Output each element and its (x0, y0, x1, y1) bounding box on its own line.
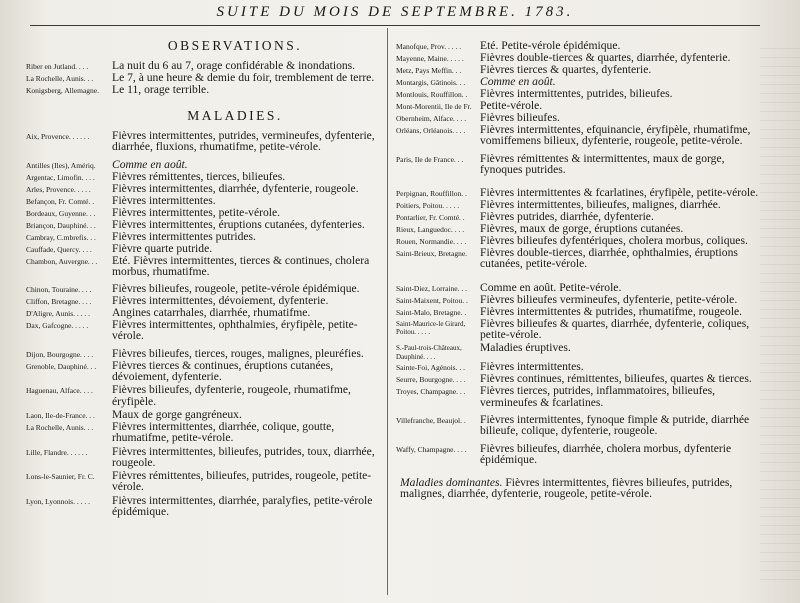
header-title: SUITE DU MOIS DE SEPTEMBRE. 1783. (216, 4, 574, 20)
entry-text: Angines catarrhales, diarrhée, rhumatifme. (112, 306, 311, 320)
maladie-entry (396, 88, 768, 100)
maladie-entry (396, 414, 768, 437)
maladie-entry (26, 243, 384, 255)
maladie-entry (26, 446, 384, 469)
entry-text: Fièvres rémittentes, tierces, bilieufes. (112, 169, 286, 183)
entry-place: Obernheim, Alface. . . . (396, 114, 467, 123)
entry-place: Villefranche, Beaujol. . (396, 415, 466, 425)
entry-text: Fièvres intermittentes, fynoque fimple & putride, diarrhée bilieufe, colique, dyfenterie, rougeole. (480, 412, 750, 438)
entry-text: Fièvres double-tierces, diarrhée, ophthalmies, éruptions cutanées, petite-vérole. (480, 246, 738, 271)
entry-text: Maladies éruptives. (480, 341, 571, 355)
entry-text: Fièvres intermittentes putrides. (112, 229, 256, 243)
entry-text: Comme en août. Petite-vérole. (480, 280, 622, 294)
entry-place: Seurre, Bourgogne. . . . (396, 375, 466, 385)
entry-place: Dax, Gafcogne. . . . . (26, 321, 89, 331)
maladie-entry (26, 231, 384, 243)
dominant-text: Fièvres intermittentes, fièvres bilieufes, putrides, malignes, diarrhée, dyfenterie, rougeole, petite-vérole. (400, 476, 733, 501)
entry-text: Fièvres bilieufes, tierces, rouges, malignes, pleuréfies. (112, 346, 364, 360)
maladie-entry (26, 319, 384, 342)
entry-place: Arles, Provence. . . . . (26, 184, 91, 194)
maladie-entry (26, 348, 384, 360)
entry-text: Fièvres intermittentes. (480, 360, 584, 374)
entry-place: Pontarlier, Fr. Comté. . (396, 213, 465, 223)
entry-place: Montlouis, Rouffillon. . (396, 90, 468, 99)
entry-place: Sainte-Foi, Agénois. . . (396, 363, 465, 373)
entry-place: Argentac, Limofin. . . . (26, 172, 95, 182)
entry-place: Befançon, Fr. Comté. . (26, 196, 95, 206)
entry-text: Fièvres bilieufes & quartes, diarrhée, dyfenterie, coliques, petite-vérole. (480, 316, 750, 342)
entry-place: Perpignan, Rouffillon. . (396, 189, 467, 199)
entry-text: Fièvres intermittentes, putrides, vermineufes, dyfenterie, diarrhée, fluxions, rhumatifme, petite-vérole. (112, 129, 375, 154)
entry-text: Fièvres intermittentes, bilieufes, malignes, diarrhée. (480, 198, 721, 212)
entry-text: Fièvres, maux de gorge, éruptions cutanées. (480, 222, 684, 236)
entry-text: La nuit du 6 au 7, orage confidérable & inondations. (112, 59, 356, 72)
entry-place: Briançon, Dauphiné. . . (26, 220, 96, 230)
entry-text: Fièvres continues, rémittentes, bilieufes, quartes & tierces. (480, 372, 752, 386)
entry-text: Fièvres intermittentes, petite-vérole. (112, 205, 281, 219)
entry-place: Poitiers, Poitou. . . . . (396, 201, 460, 211)
entry-place: Manofque, Prov. . . . . (396, 42, 462, 51)
entry-text: Fièvres intermittentes, efquinancie, éryfipèle, rhumatifme, vomiffemens bilieux, dyfenterie, rougeole, petite-vérole. (480, 123, 751, 148)
entry-place: Saint-Maurice-le Girard, Poitou. . . . . (396, 319, 466, 337)
entry-place: Lille, Flandre. . . . . . (26, 447, 88, 457)
entry-place: Mayenne, Maine. . . . . (396, 54, 464, 63)
entry-place: Laon, Ile-de-France. . . (26, 410, 95, 420)
entry-text: Eté. Petite-vérole épidémique. (480, 39, 621, 52)
maladie-entry (396, 306, 768, 318)
entry-text: Fièvres bilieufes, dyfenterie, rougeole, rhumatifme, éryfipèle. (112, 383, 351, 408)
maladie-entry (26, 495, 384, 518)
entry-place: Bordeaux, Guyenne. . . (26, 208, 96, 218)
entry-place: La Rochelle, Aunis. . . (26, 422, 94, 432)
entry-place: Chinon, Touraine. . . . (26, 285, 92, 295)
maladie-entry (26, 470, 384, 493)
page-header (30, 4, 760, 26)
entry-place: Riber en Jutland. . . . (26, 62, 89, 71)
maladie-entry (396, 318, 768, 341)
entry-place: Saint-Diez, Lorraine. . . (396, 283, 468, 293)
entry-text: Eté. Fièvres intermittentes, tierces & continues, cholera morbus, rhumatifme. (112, 253, 370, 278)
entry-place: Montargis, Gâtinois. . . (396, 78, 466, 87)
maladie-entry (26, 130, 384, 153)
maladie-entry (26, 360, 384, 383)
entry-text: Fièvres tierces & continues, éruptions cutanées, dévoiement, dyfenterie. (112, 358, 334, 384)
entry-place: Lons-le-Saunier, Fr. C. (26, 472, 95, 482)
maladie-entry (396, 294, 768, 306)
entry-text: Fièvres rémittentes, bilieufes, putrides, rougeole, petite-vérole. (112, 469, 372, 494)
entry-text: Fièvres intermittentes, diarrhée, colique, goutte, rhumatifme, petite-vérole. (112, 419, 335, 445)
entry-place: Waffy, Champagne. . . . (396, 444, 467, 454)
entry-place: Cliffon, Bretagne. . . . (26, 297, 92, 307)
observations-title: OBSERVATIONS. (167, 38, 303, 53)
right-column (396, 40, 768, 500)
entry-text: Fièvres bilieufes. (480, 111, 560, 124)
observation-entry (26, 84, 384, 96)
entry-place: Grenoble, Dauphiné. . . (26, 361, 97, 371)
entry-text: Fièvres bilieufes, rougeole, petite-vérole épidémique. (112, 282, 360, 296)
entry-place: Cauffade, Quercy. . . . (26, 244, 92, 254)
entry-text: Fièvres rémittentes & intermittentes, maux de gorge, fynoques putrides. (480, 151, 725, 176)
entry-text: Fièvres intermittentes, diarrhée, dyfenterie, rougeole. (112, 181, 359, 195)
entry-place: Rieux, Languedoc. . . . (396, 225, 465, 235)
maladie-entry (396, 64, 768, 76)
entry-text: Fièvre quarte putride. (112, 241, 213, 255)
entry-text: Fièvres intermittentes, dévoiement, dyfenterie. (112, 294, 329, 308)
entry-place: Chambon, Auvergne. . . (26, 256, 98, 266)
maladie-entry (26, 207, 384, 219)
entry-text: Fièvres intermittentes, ophthalmies, éryfipèle, petite-vérole. (112, 318, 358, 343)
entry-place: La Rochelle, Aunis. . . (26, 74, 94, 83)
entry-place: Cambray, C.mbrefis. . . (26, 232, 96, 242)
entry-text: Fièvres double-tierces & quartes, diarrhée, dyfenterie. (480, 51, 731, 64)
entry-place: Antilles (Iles), Amériq. (26, 160, 96, 170)
entry-place: Aix, Provence. . . . . . (26, 132, 90, 141)
entry-place: Metz, Pays Meffin. . . (396, 66, 462, 75)
maladie-entry (26, 183, 384, 195)
entry-place: Lyon, Lyonnois. . . . . (26, 496, 90, 506)
maladie-entry (396, 100, 768, 112)
bleed-through-edge (760, 40, 800, 580)
entry-text: Fièvres intermittentes, éruptions cutanées, dyfenteries. (112, 217, 365, 231)
entry-text: Petite-vérole. (480, 99, 543, 112)
maladie-entry (396, 385, 768, 408)
maladie-entry (396, 282, 768, 294)
entry-place: Paris, Ile de France. . . (396, 154, 464, 164)
left-column (26, 34, 384, 517)
entry-place: Saint-Maixent, Poitou. . (396, 295, 468, 305)
entry-text: Le 7, à une heure & demie du foir, tremblement de terre. (112, 71, 375, 84)
entry-place: Saint-Brieux, Bretagne. (396, 249, 468, 259)
entry-text: Comme en août. (112, 157, 188, 171)
entry-text: Le 11, orage terrible. (112, 83, 210, 96)
entry-place: Rouen, Normandie. . . . (396, 237, 467, 247)
maladie-entry (26, 255, 384, 278)
entry-text: Fièvres intermittentes, bilieufes, putrides, toux, diarrhée, rougeole. (112, 444, 375, 469)
entry-text: Fièvres bilieufes vermineufes, dyfenterie, petite-vérole. (480, 292, 738, 306)
maladie-entry (26, 159, 384, 171)
entry-place: Saint-Malo, Bretagne. . (396, 307, 467, 317)
maladie-entry (26, 171, 384, 183)
entry-place: S.-Paul-trois-Châteaux, Dauphiné. . . . (396, 344, 462, 361)
column-divider (387, 28, 388, 595)
entry-place: Dijon, Bourgogne. . . . (26, 349, 94, 359)
entry-text: Fièvres tierces & quartes, dyfenterie. (480, 63, 652, 76)
maladie-entry (396, 342, 768, 361)
entry-text: Fièvres intermittentes & putrides, rhumatifme, rougeole. (480, 304, 743, 318)
entry-text: Fièvres intermittentes & fcarlatines, éryfipèle, petite-vérole. (480, 186, 759, 200)
entry-text: Comme en août. (480, 75, 556, 88)
entry-place: D'Aligre, Aunis. . . . . (26, 309, 91, 319)
entry-place: Troyes, Champagne. . . (396, 387, 466, 397)
entry-text: Maux de gorge gangréneux. (112, 407, 242, 421)
dominant-lead: Maladies dominantes. (400, 476, 503, 490)
entry-text: Fièvres intermittentes. (112, 193, 216, 207)
entry-place: Orléans, Orléanois. . . . (396, 126, 466, 135)
maladie-entry (396, 124, 768, 147)
dominant-diseases (396, 477, 768, 500)
entry-text: Fièvres intermittentes, putrides, bilieufes. (480, 87, 673, 100)
maladie-entry (396, 153, 768, 176)
entry-place: Konigsberg, Allemagne. (26, 86, 99, 95)
entry-text: Fièvres tierces, putrides, inflammatoires, bilieufes, vermineufes & fcarlatines. (480, 384, 716, 409)
maladie-entry (26, 195, 384, 207)
maladie-entry (26, 384, 384, 407)
entry-text: Fièvres intermittentes, diarrhée, paralyfies, petite-vérole épidémique. (112, 493, 373, 519)
entry-text: Fièvres bilieufes dyfentériques, cholera morbus, coliques. (480, 234, 748, 248)
maladie-entry (26, 219, 384, 231)
entry-place: Mont-Morentii, Ile de Fr. (396, 102, 472, 111)
maladie-entry (396, 443, 768, 466)
entry-text: Fièvres putrides, diarrhée, dyfenterie. (480, 210, 654, 224)
entry-place: Haguenau, Alface. . . . (26, 386, 93, 396)
entry-text: Fièvres bilieufes, diarrhée, cholera morbus, dyfenterie épidémique. (480, 441, 732, 466)
maladie-entry (26, 421, 384, 444)
maladie-entry (396, 247, 768, 270)
maladies-title: MALADIES. (187, 108, 283, 123)
